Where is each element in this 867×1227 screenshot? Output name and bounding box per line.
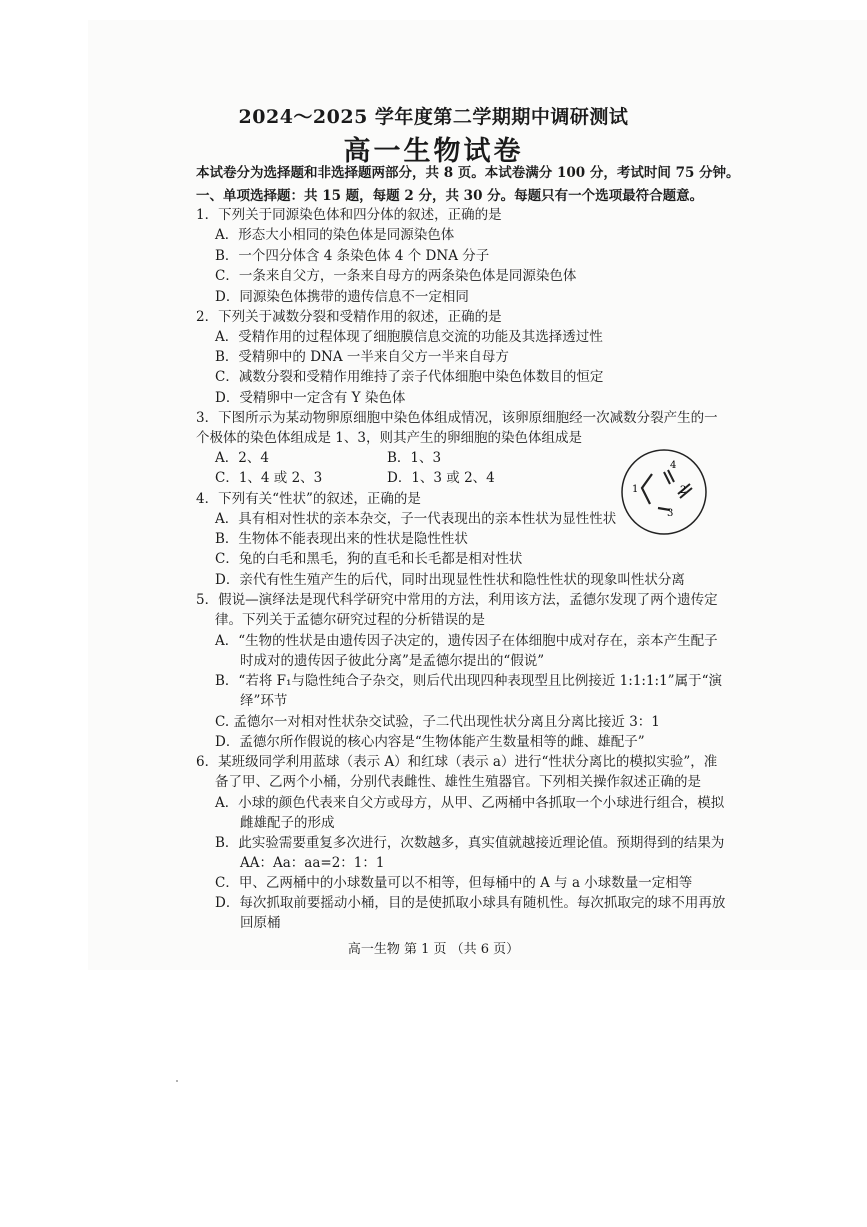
chromosome-label-3: 3	[667, 508, 674, 519]
chromosome-label-4: 4	[670, 460, 677, 471]
question-6-option-b: B．此实验需要重复多次进行，次数越多，真实值就越接近理论值。预期得到的结果为	[215, 835, 725, 851]
question-1-stem: 1．下列关于同源染色体和四分体的叙述，正确的是	[196, 207, 502, 223]
question-6-option-a: A．小球的颜色代表来自父方或母方，从甲、乙两桶中各抓取一个小球进行组合，模拟	[215, 795, 725, 811]
question-4-option-b: B．生物体不能表现出来的性状是隐性性状	[215, 531, 468, 547]
question-5-option-c: C. 孟德尔一对相对性状杂交试验，子二代出现性状分离且分离比接近 3：1	[215, 714, 660, 730]
question-4-option-c: C．兔的白毛和黑毛，狗的直毛和长毛都是相对性状	[215, 551, 523, 567]
question-1-option-d: D．同源染色体携带的遗传信息不一定相同	[215, 289, 469, 305]
question-5-stem: 5．假说—演绎法是现代科学研究中常用的方法，利用该方法，孟德尔发现了两个遗传定	[196, 592, 718, 608]
question-5-option-b: B．“若将 F₁与隐性纯合子杂交，则后代出现四种表现型且比例接近 1:1:1:1”属于“演	[215, 673, 722, 689]
question-4-option-d: D．亲代有性生殖产生的后代，同时出现显性性状和隐性性状的现象叫性状分离	[215, 572, 685, 588]
question-4-stem: 4．下列有关“性状”的叙述，正确的是	[196, 491, 421, 507]
question-6-option-c: C．甲、乙两桶中的小球数量可以不相等，但每桶中的 A 与 a 小球数量一定相等	[215, 875, 693, 891]
question-4-option-a: A．具有相对性状的亲本杂交，子一代表现出的亲本性状为显性性状	[215, 511, 617, 527]
question-6-option-d-cont: 回原桶	[240, 915, 281, 931]
exam-intro: 本试卷分为选择题和非选择题两部分，共 8 页。本试卷满分 100 分，考试时间 75 分钟。	[196, 165, 740, 181]
cell-chromosome-figure	[620, 448, 708, 536]
chromosome-1	[642, 474, 652, 504]
question-3-option-a: A．2、4	[215, 450, 269, 466]
question-6-stem: 6．某班级同学利用蓝球（表示 A）和红球（表示 a）进行“性状分离比的模拟实验”，准	[196, 754, 718, 770]
question-6-stem-cont: 备了甲、乙两个小桶，分别代表雌性、雄性生殖器官。下列相关操作叙述正确的是	[215, 774, 701, 790]
question-3-option-c: C．1、4 或 2、3	[215, 470, 323, 486]
chromosome-4	[664, 470, 674, 484]
page-footer: 高一生物 第 1 页 （共 6 页）	[347, 942, 520, 957]
question-5-option-d: D．孟德尔所作假说的核心内容是“生物体能产生数量相等的雌、雄配子”	[215, 734, 645, 750]
question-6-option-b-cont: AA：Aa：aa=2：1：1	[240, 855, 385, 871]
question-1-option-c: C．一条来自父方，一条来自母方的两条染色体是同源染色体	[215, 268, 577, 284]
question-5-stem-cont: 律。下列关于孟德尔研究过程的分析错误的是	[215, 612, 485, 628]
question-2-option-b: B．受精卵中的 DNA 一半来自父方一半来自母方	[215, 349, 509, 365]
question-1-option-a: A．形态大小相同的染色体是同源染色体	[215, 227, 455, 243]
question-3-option-d: D．1、3 或 2、4	[387, 470, 495, 486]
question-3-stem-cont: 个极体的染色体组成是 1、3，则其产生的卵细胞的染色体组成是	[196, 430, 582, 446]
question-1-option-b: B．一个四分体含 4 条染色体 4 个 DNA 分子	[215, 248, 490, 264]
question-3-option-b: B．1、3	[387, 450, 442, 466]
question-2-stem: 2．下列关于减数分裂和受精作用的叙述，正确的是	[196, 309, 502, 325]
question-6-option-d: D．每次抓取前要摇动小桶，目的是使抓取小球具有随机性。每次抓取完的球不用再放	[215, 895, 726, 911]
question-2-option-d: D．受精卵中一定含有 Y 染色体	[215, 390, 406, 406]
subject-title: 高一生物试卷	[343, 136, 524, 167]
question-5-option-a: A．“生物的性状是由遗传因子决定的，遗传因子在体细胞中成对存在，亲本产生配子	[215, 633, 718, 649]
chromosome-label-1: 1	[632, 484, 639, 495]
section-heading: 一、单项选择题：共 15 题，每题 2 分，共 30 分。每题只有一个选项最符合题意。	[196, 188, 704, 204]
question-2-option-c: C．减数分裂和受精作用维持了亲子代体细胞中染色体数目的恒定	[215, 369, 604, 385]
question-3-stem: 3．下图所示为某动物卵原细胞中染色体组成情况，该卵原细胞经一次减数分裂产生的一	[196, 410, 718, 426]
scan-speck	[176, 1080, 178, 1082]
chromosome-label-2: 2	[680, 485, 687, 496]
question-6-option-a-cont: 雌雄配子的形成	[240, 815, 335, 831]
question-2-option-a: A．受精作用的过程体现了细胞膜信息交流的功能及其选择透过性	[215, 329, 603, 345]
question-5-option-a-cont: 时成对的遗传因子彼此分离”是孟德尔提出的“假说”	[240, 653, 545, 669]
question-5-option-b-cont: 绎”环节	[240, 693, 288, 709]
exam-title: 2024～2025 学年度第二学期期中调研测试	[238, 106, 629, 128]
